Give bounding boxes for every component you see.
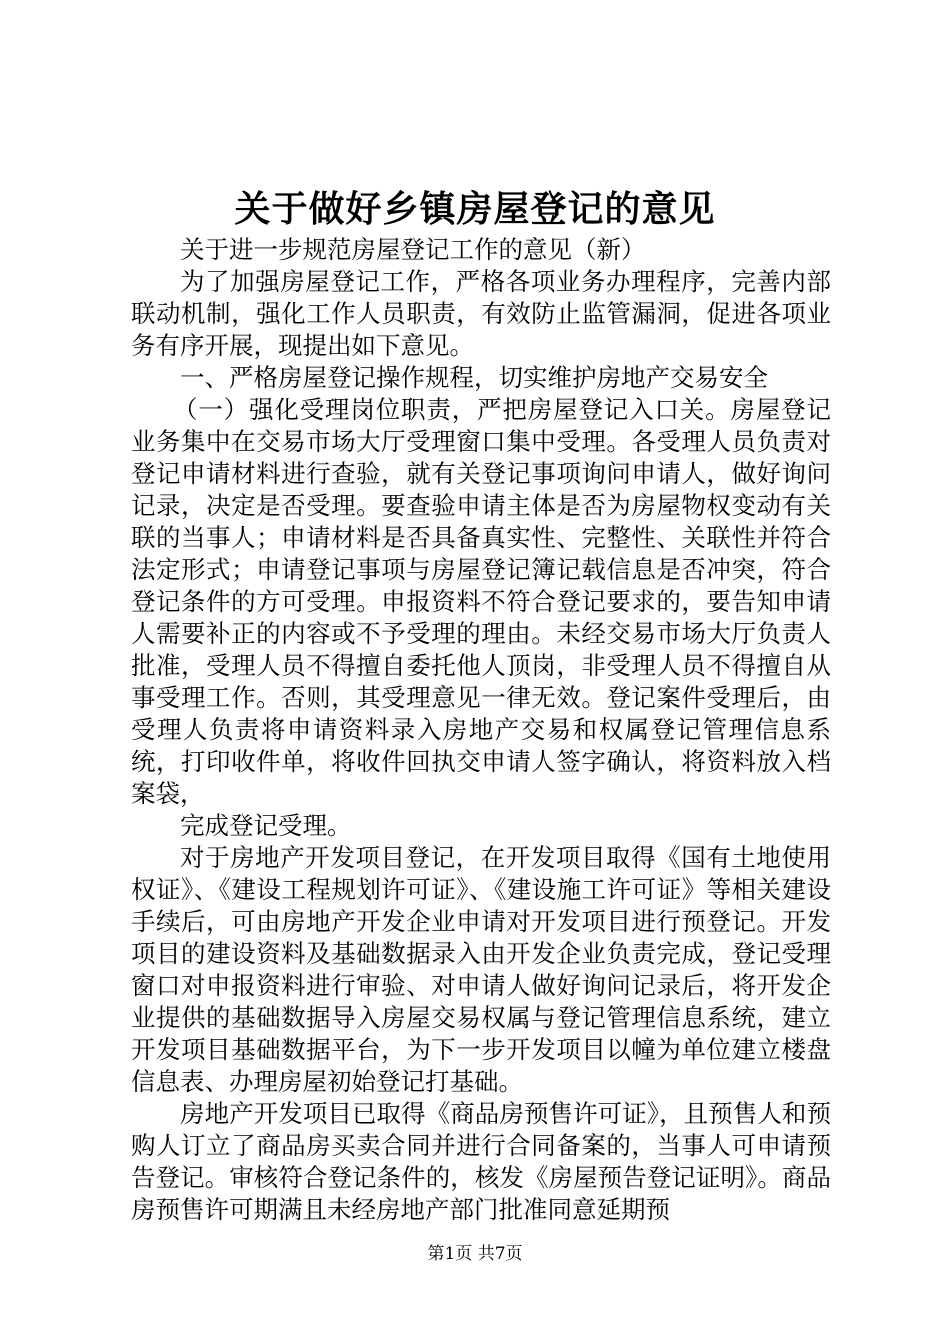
document-body (131, 234, 831, 1226)
document-title: 关于做好乡镇房屋登记的意见 (234, 188, 716, 230)
subsection-paragraph-1: （一）强化受理岗位职责，严把房屋登记入口关。房屋登记业务集中在交易市场大厅受理窗口集中受理。各受理人员负责对登记申请材料进行查验，就有关登记事项询问申请人，做好询问记录，决定是否受理。要查验申请主体是否为房屋物权变动有关联的当事人；申请材料是否具备真实性、完整性、关联性并符合法定形式；申请登记事项与房屋登记簿记载信息是否冲突，符合登记条件的方可受理。申报资料不符合登记要求的，要告知申请人需要补正的内容或不予受理的理由。未经交易市场大厅负责人批准，受理人员不得擅自委托他人顶岗，非受理人员不得擅自从事受理工作。否则，其受理意见一律无效。登记案件受理后，由受理人负责将申请资料录入房地产交易和权属登记管理信息系统，打印收件单，将收件回执交申请人签字确认，将资料放入档案袋， (131, 395, 831, 808)
body-paragraph: 完成登记受理。 (180, 811, 352, 840)
body-paragraph: 房地产开发项目已取得《商品房预售许可证》，且预售人和预购人订立了商品房买卖合同并进行合同备案的，当事人可申请预告登记。审核符合登记条件的，核发《房屋预告登记证明》。商品房预售许可期满且未经房地产部门批准同意延期预 (131, 1099, 831, 1224)
body-paragraph: 对于房地产开发项目登记，在开发项目取得《国有土地使用权证》、《建设工程规划许可证》、《建设施工许可证》等相关建设手续后，可由房地产开发企业申请对开发项目进行预登记。开发项目的建设资料及基础数据录入由开发企业负责完成，登记受理窗口对申报资料进行审验、对申请人做好询问记录后，将开发企业提供的基础数据导入房屋交易权属与登记管理信息系统，建立开发项目基础数据平台，为下一步开发项目以幢为单位建立楼盘信息表、办理房屋初始登记打基础。 (131, 843, 831, 1096)
page-footer: 第1页 共7页 (427, 1244, 523, 1264)
intro-paragraph: 为了加强房屋登记工作，严格各项业务办理程序，完善内部联动机制，强化工作人员职责，有效防止监管漏洞，促进各项业务有序开展，现提出如下意见。 (131, 267, 831, 360)
section-heading-1: 一、严格房屋登记操作规程，切实维护房地产交易安全 (180, 363, 768, 392)
subtitle-paragraph: 关于进一步规范房屋登记工作的意见（新） (180, 235, 646, 264)
